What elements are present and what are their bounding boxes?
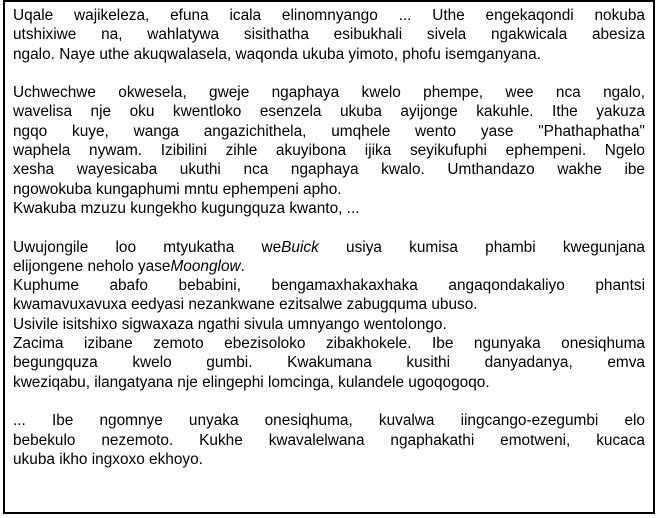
text-line: ngqo kuye, wanga angazichithela, umqhele wento yase "Phathaphatha" xyxy=(13,122,645,140)
text-run: . xyxy=(240,257,245,275)
brand-name-buick: Buick xyxy=(281,238,319,256)
text-line: kwamavuxavuxa eedyasi nezankwane ezitsalwe zabugquma ubuso. xyxy=(13,296,478,314)
paragraph-gap xyxy=(13,218,645,237)
paragraph-3 xyxy=(13,238,645,392)
text-line: Uchwechwe okwesela, gweje ngaphaya kwelo phempe, wee nca ngalo, xyxy=(13,84,645,102)
story-text xyxy=(13,6,645,469)
text-line: Kwakuba mzuzu kungekho kugungquza kwanto, ... xyxy=(13,199,360,217)
text-line: ... Ibe ngomnye unyaka onesiqhuma, kuvalwa iingcango-ezegumbi elo xyxy=(13,412,645,430)
text-line: Kuphume abafo bebabini, bengamaxhakaxhaka angaqondakaliyo phantsi xyxy=(13,277,645,295)
text-line: ngalo. Naye uthe akuqwalasela, waqonda ukuba yimoto, phofu isemganyana. xyxy=(13,45,541,63)
paragraph-gap xyxy=(13,64,645,83)
text-run: Uwujongile loo mtyukatha we xyxy=(13,238,282,256)
text-line: bebekulo nezemoto. Kukhe kwavalelwana ngaphakathi emotweni, kucaca xyxy=(13,431,645,449)
text-line: Zacima izibane zemoto ebezisoloko zibakhokele. Ibe ngunyaka onesiqhuma xyxy=(13,335,645,353)
text-line: waphela nywam. Izibilini zihle akuyibona ijika seyikufuphi ephempeni. Ngelo xyxy=(13,142,645,160)
text-line: Uqale wajikeleza, efuna icala elinomnyango ... Uthe engekaqondi nokuba xyxy=(13,7,645,24)
text-line: kweziqabu, ilangatyana nje elingephi lomcinga, kulandele ugoqogoqo. xyxy=(13,373,490,391)
text-line: begungquza kwelo gumbi. Kwakumana kusithi danyadanya, emva xyxy=(13,354,645,372)
text-box-border xyxy=(3,0,655,514)
text-line: ngowokuba kungaphumi mntu ephempeni apho. xyxy=(13,180,342,198)
paragraph-2 xyxy=(13,83,645,218)
paragraph-4 xyxy=(13,411,645,469)
text-run: usiya kumisa phambi kwegunjana xyxy=(318,238,645,256)
text-line: ukuba ikho ingxoxo ekhoyo. xyxy=(13,450,203,468)
text-line: utshixiwe na, wahlatywa sisithatha esibukhali sivela ngakwicala abesiza xyxy=(13,26,645,44)
text-line: xesha wayesicaba ukuthi nca ngaphaya kwalo. Umthandazo wakhe ibe xyxy=(13,161,645,179)
text-line xyxy=(13,257,645,276)
text-line: Usivile isitshixo sigwaxaza ngathi sivula umnyango wentolongo. xyxy=(13,315,447,333)
place-name-moonglow: Moonglow xyxy=(170,257,241,275)
text-run: elijongene neholo yase xyxy=(13,257,171,275)
paragraph-gap xyxy=(13,392,645,411)
text-line: wavelisa nje oku kwentloko esenzela ukuba ayijonge kakuhle. Ithe yakuza xyxy=(13,103,645,121)
text-line xyxy=(13,238,645,257)
paragraph-1 xyxy=(13,6,645,64)
